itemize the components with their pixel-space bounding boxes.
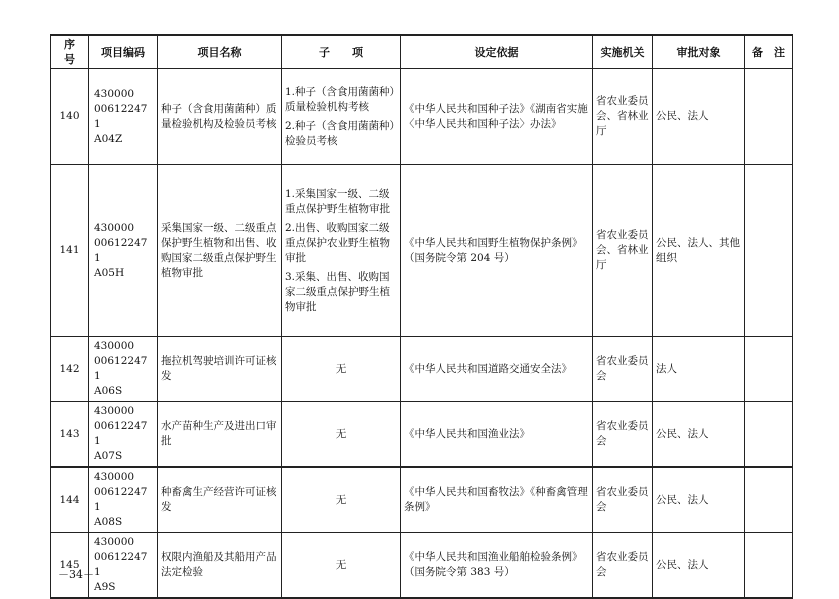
- row-name: 水产苗种生产及进出口审批: [158, 402, 282, 468]
- row-note: [745, 69, 793, 165]
- row-subitems: 无: [282, 402, 401, 468]
- row-target: 法人: [653, 337, 745, 402]
- row-name: 采集国家一级、二级重点保护野生植物和出售、收购国家二级重点保护野生植物审批: [158, 165, 282, 337]
- row-code: 430000 006122471 A05H: [89, 165, 158, 337]
- table-row: [51, 402, 793, 468]
- row-target: 公民、法人: [653, 69, 745, 165]
- header-agency: 实施机关: [593, 35, 653, 69]
- header-note: 备 注: [745, 35, 793, 69]
- row-basis: 《中华人民共和国渔业船舶检验条例》（国务院令第 383 号）: [401, 533, 593, 599]
- header-code: 项目编码: [89, 35, 158, 69]
- row-agency: 省农业委员会、省林业厅: [593, 165, 653, 337]
- row-note: [745, 337, 793, 402]
- row-agency: 省农业委员会: [593, 402, 653, 468]
- table-row: [51, 467, 793, 533]
- table-row: [51, 69, 793, 165]
- approval-items-table: [50, 34, 793, 599]
- row-no: 145: [51, 533, 89, 599]
- row-basis: 《中华人民共和国渔业法》: [401, 402, 593, 468]
- row-target: 公民、法人: [653, 402, 745, 468]
- row-agency: 省农业委员会: [593, 467, 653, 533]
- table-row: [51, 337, 793, 402]
- row-target: 公民、法人: [653, 533, 745, 599]
- row-subitems: 无: [282, 467, 401, 533]
- row-code: 430000 006122471 A06S: [89, 337, 158, 402]
- row-agency: 省农业委员会: [593, 337, 653, 402]
- header-name: 项目名称: [158, 35, 282, 69]
- header-target: 审批对象: [653, 35, 745, 69]
- row-target: 公民、法人: [653, 467, 745, 533]
- row-no: 141: [51, 165, 89, 337]
- header-subitem: 子 项: [282, 35, 401, 69]
- table-header-row: [51, 35, 793, 69]
- row-subitems: 1.采集国家一级、二级重点保护野生植物审批 2.出售、收购国家二级重点保护农业野生植物审批 3.采集、出售、收购国家二级重点保护野生植物审批: [282, 165, 401, 337]
- row-name: 权限内渔船及其船用产品法定检验: [158, 533, 282, 599]
- row-basis: 《中华人民共和国道路交通安全法》: [401, 337, 593, 402]
- table-row: [51, 533, 793, 599]
- row-no: 142: [51, 337, 89, 402]
- row-note: [745, 467, 793, 533]
- row-code: 430000 006122471 A08S: [89, 467, 158, 533]
- row-basis: 《中华人民共和国种子法》《湖南省实施〈中华人民共和国种子法〉办法》: [401, 69, 593, 165]
- row-no: 140: [51, 69, 89, 165]
- row-agency: 省农业委员会: [593, 533, 653, 599]
- row-agency: 省农业委员会、省林业厅: [593, 69, 653, 165]
- row-code: 430000 006122471 A9S: [89, 533, 158, 599]
- row-note: [745, 402, 793, 468]
- row-name: 拖拉机驾驶培训许可证核发: [158, 337, 282, 402]
- row-target: 公民、法人、其他组织: [653, 165, 745, 337]
- header-no: 序 号: [51, 35, 89, 69]
- row-subitems: 1.种子（含食用菌菌种）质量检验机构考核 2.种子（含食用菌菌种）检验员考核: [282, 69, 401, 165]
- row-code: 430000 006122471 A07S: [89, 402, 158, 468]
- row-note: [745, 165, 793, 337]
- row-note: [745, 533, 793, 599]
- row-code: 430000 006122471 A04Z: [89, 69, 158, 165]
- row-basis: 《中华人民共和国野生植物保护条例》（国务院令第 204 号）: [401, 165, 593, 337]
- row-name: 种子（含食用菌菌种）质量检验机构及检验员考核: [158, 69, 282, 165]
- table-row: [51, 165, 793, 337]
- row-name: 种畜禽生产经营许可证核发: [158, 467, 282, 533]
- row-subitems: 无: [282, 337, 401, 402]
- page-number: －34－: [58, 568, 94, 581]
- row-subitems: 无: [282, 533, 401, 599]
- row-no: 143: [51, 402, 89, 468]
- row-basis: 《中华人民共和国畜牧法》《种畜禽管理条例》: [401, 467, 593, 533]
- row-no: 144: [51, 467, 89, 533]
- header-basis: 设定依据: [401, 35, 593, 69]
